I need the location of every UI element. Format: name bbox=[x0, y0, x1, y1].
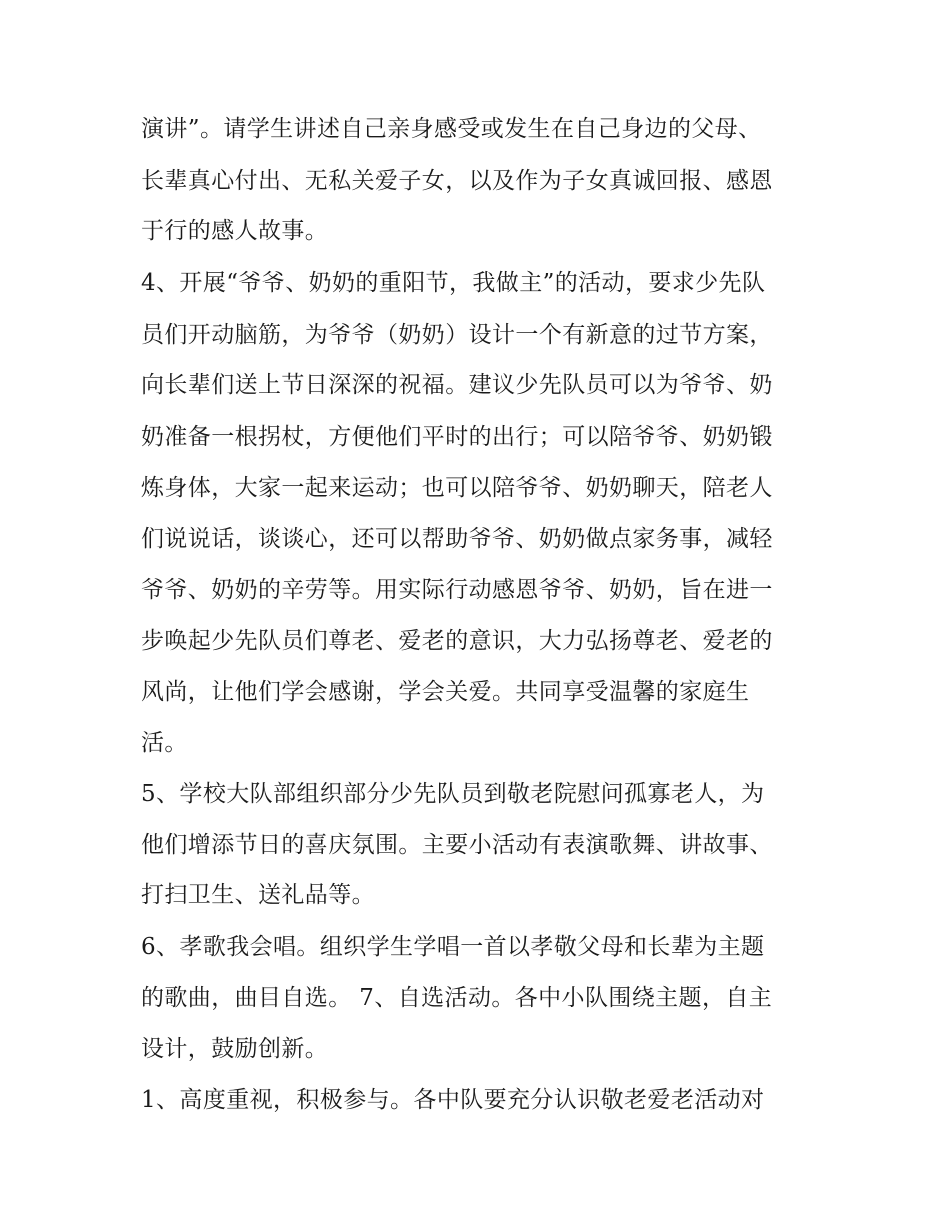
text-line: 爷爷、奶奶的辛劳等。用实际行动感恩爷爷、奶奶，旨在进一 bbox=[141, 577, 773, 603]
text-line: 炼身体，大家一起来运动；也可以陪爷爷、奶奶聊天，陪老人 bbox=[141, 475, 773, 501]
text-line: 他们增添节日的喜庆氛围。主要小活动有表演歌舞、讲故事、 bbox=[141, 832, 773, 858]
text-line: 5、学校大队部组织部分少先队员到敬老院慰问孤寡老人，为 bbox=[141, 781, 765, 807]
text-line: 们说说话，谈谈心，还可以帮助爷爷、奶奶做点家务事，减轻 bbox=[141, 526, 773, 552]
text-line: 1、高度重视，积极参与。各中队要充分认识敬老爱老活动对 bbox=[141, 1087, 765, 1113]
text-line: 员们开动脑筋，为爷爷（奶奶）设计一个有新意的过节方案， bbox=[141, 322, 773, 348]
text-line: 演讲”。请学生讲述自己亲身感受或发生在自己身边的父母、 bbox=[141, 116, 762, 142]
text-line: 奶准备一根拐杖，方便他们平时的出行；可以陪爷爷、奶奶锻 bbox=[141, 424, 773, 450]
text-line: 步唤起少先队员们尊老、爱老的意识，大力弘扬尊老、爱老的 bbox=[141, 628, 773, 654]
text-line: 向长辈们送上节日深深的祝福。建议少先队员可以为爷爷、奶 bbox=[141, 372, 773, 398]
text-line: 风尚，让他们学会感谢，学会关爱。共同享受温馨的家庭生 bbox=[141, 679, 750, 705]
text-line: 的歌曲，曲目自选。 7、自选活动。各中小队围绕主题，自主 bbox=[141, 985, 773, 1011]
text-line: 设计，鼓励创新。 bbox=[141, 1036, 329, 1062]
text-line: 活。 bbox=[141, 730, 188, 756]
text-line: 6、孝歌我会唱。组织学生学唱一首以孝敬父母和长辈为主题 bbox=[141, 934, 765, 960]
text-line: 长辈真心付出、无私关爱子女，以及作为子女真诚回报、感恩 bbox=[141, 168, 773, 194]
text-line: 于行的感人故事。 bbox=[141, 218, 329, 244]
text-line: 4、开展“爷爷、奶奶的重阳节，我做主”的活动，要求少先队 bbox=[141, 270, 766, 296]
text-line: 打扫卫生、送礼品等。 bbox=[141, 882, 375, 908]
